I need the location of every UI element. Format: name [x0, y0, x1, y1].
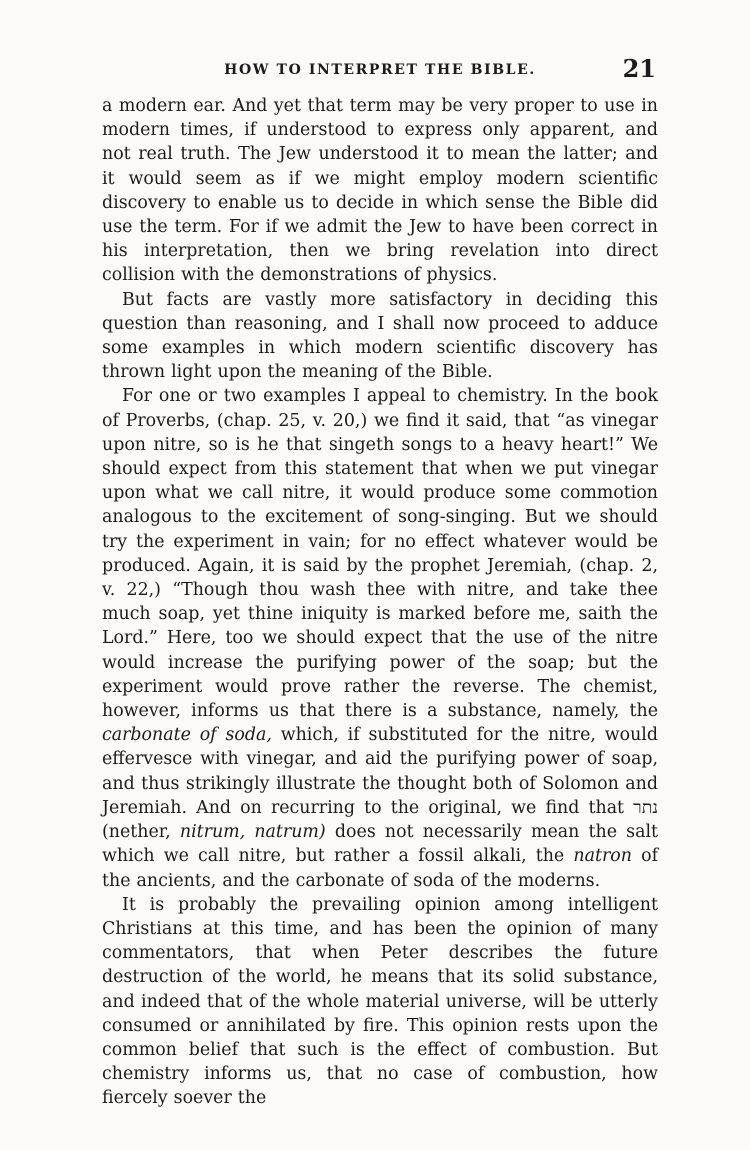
running-title: HOW TO INTERPRET THE BIBLE.: [224, 62, 536, 78]
paragraph-3-part-3: (nether,: [102, 822, 171, 843]
paragraph-4: It is probably the prevailing opinion among intelligent Christians at this time, and has been the opinion of many commentators, that when Peter describes the future destruction of the world, he means that its solid substance, and indeed that of the whole material universe, will be utterly consumed or annihilated by fire. This opinion rests upon the common belief that such is the effect of combustion. But chemistry informs us, that no case of combustion, how fiercely soever the: [102, 894, 658, 1109]
running-head: [102, 52, 658, 86]
natron-word: natron: [573, 846, 632, 867]
paragraph-3-part-1: For one or two examples I appeal to chemistry. In the book of Proverbs, (chap. 25, v. 20,) we find it said, that “as vinegar upon nitre, so is he that singeth songs to a heavy heart!” We should expect from this statement that when we put vinegar upon what we call nitre, it would produce some commotion analogous to the excitement of song-singing. But we should try the experiment in vain; for no effect whatever would be produced. Again, it is said by the prophet Jeremiah, (chap. 2, v. 22,) “Though thou wash thee with nitre, and take thee much soap, yet thine iniquity is marked before me, saith the Lord.” Here, too we should expect that the use of the nitre would increase the purifying power of the soap; but the experiment would prove rather the reverse. The chemist, however, informs us that there is a substance, namely, the: [102, 386, 658, 722]
carbonate-of-soda-phrase: carbonate of soda,: [102, 725, 272, 746]
paragraph-1: a modern ear. And yet that term may be very proper to use in modern times, if understood to express only apparent, and not real truth. The Jew understood it to mean the latter; and it would seem as if we might employ modern scientific discovery to enable us to decide in which sense the Bible did use the term. For if we admit the Jew to have been correct in his interpretation, then we bring revelation into direct collision with the demonstrations of physics.: [102, 96, 658, 286]
paragraph-3-part-2: which, if substituted for the nitre, would effervesce with vinegar, and aid the purifying power of soap, and thus strikingly illustrate the thought both of Solomon and Jeremiah. And on recurring to the original, we find that: [102, 725, 659, 818]
page-number: 21: [622, 54, 656, 83]
paragraph-3-part-4: does not necessarily mean the salt which we call nitre, but rather a fossil alkali, the: [102, 822, 659, 867]
paragraph-3: [102, 384, 658, 892]
paragraph-3-part-5: of the ancients, and the carbonate of soda of the moderns.: [102, 846, 659, 891]
book-page: [102, 52, 658, 1111]
nitrum-natrum-phrase: nitrum, natrum): [179, 822, 326, 843]
body-text: [102, 94, 658, 1111]
hebrew-word-nether: נתר: [633, 797, 658, 818]
paragraph-2: But facts are vastly more satisfactory in deciding this question than reasoning, and I shall now proceed to adduce some examples in which modern scientific discovery has thrown light upon the meaning of the Bible.: [102, 289, 658, 383]
